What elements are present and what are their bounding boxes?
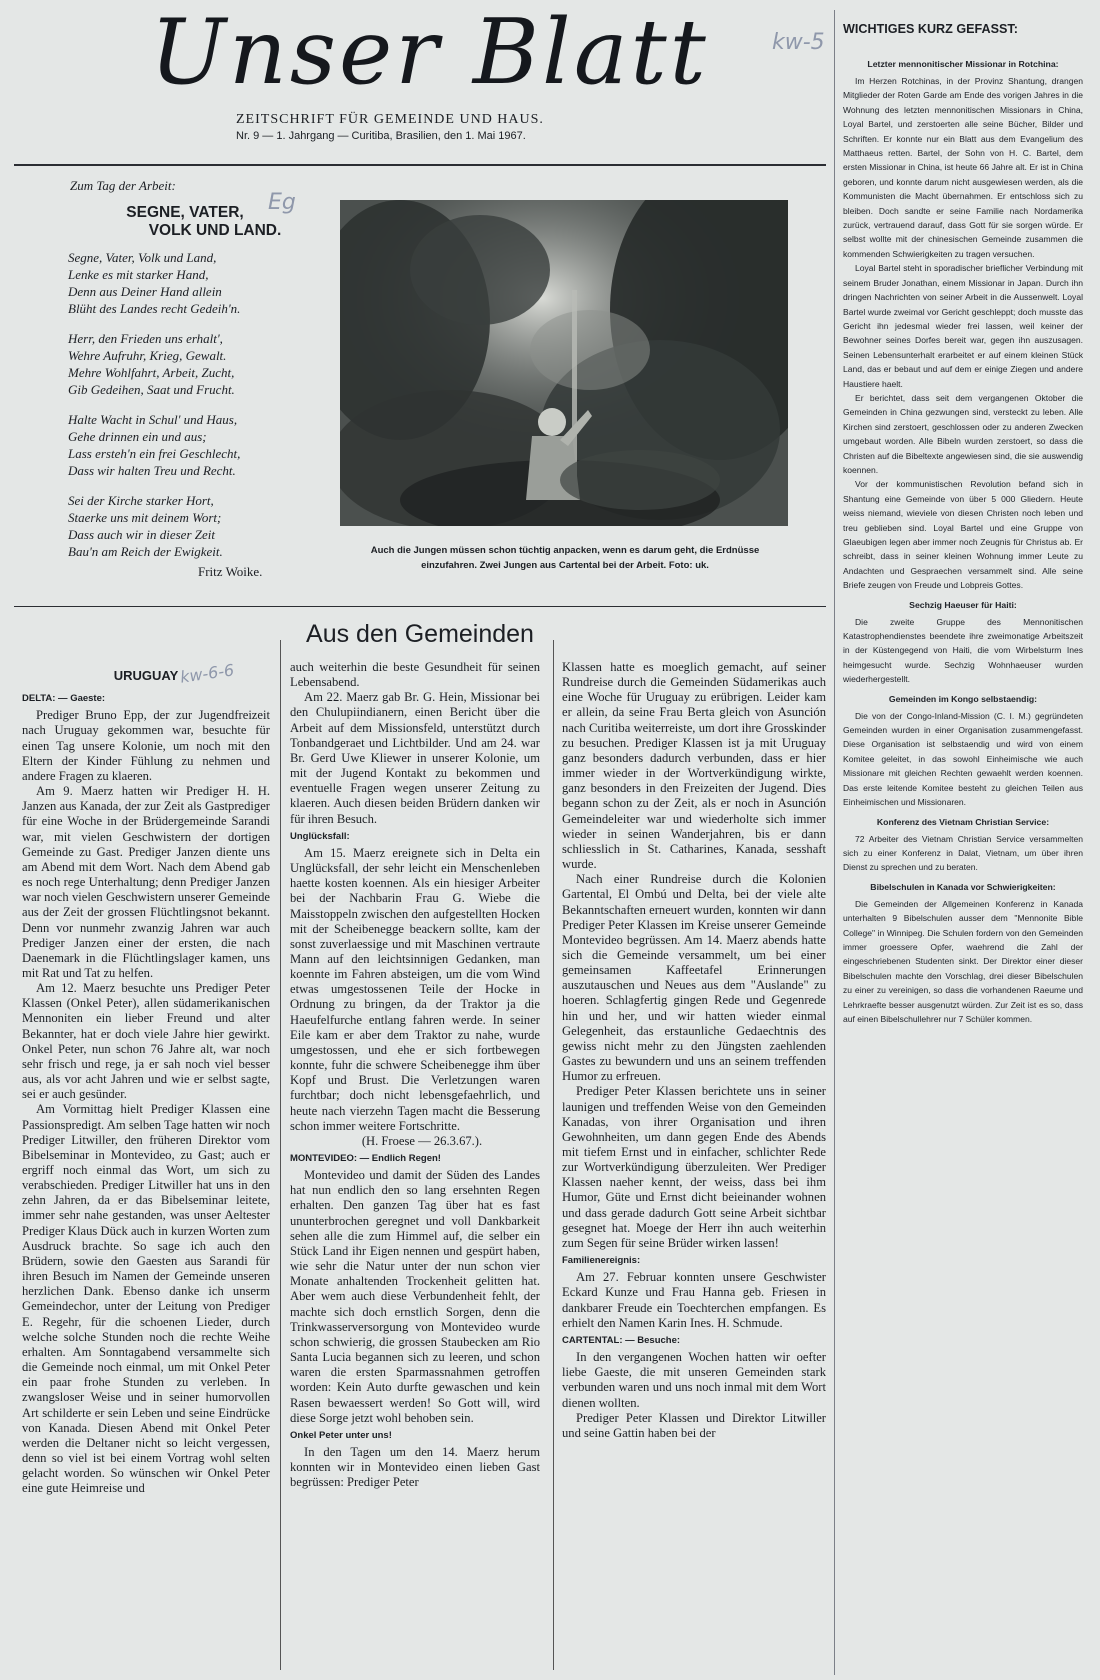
poem-line: Gib Gedeihen, Saat und Frucht. [68,382,235,397]
handwritten-archive-mark-3: kw-6-6 [178,660,236,687]
sidebar-paragraph: 72 Arbeiter des Vietnam Christian Service versammelten sich zu einer Konferenz in Dalat, Vietnam, um über ihren Dienst zu sprechen und zu beraten. [843,833,1083,873]
poem-line: Dass auch wir in dieser Zeit [68,527,215,542]
poem-title [60,204,310,240]
photo-image [340,200,788,526]
article-paragraph: Prediger Peter Klassen berichtete uns in seiner launigen und treffenden Weise von den Gemeinden Kanadas, von ihrer Organisation und ihren Gewohnheiten, um dann gegen Ende des Abends mit tiefem Ernst und in einfacher, schlichter Rede zur Wortverkündigung überzuleiten. Wer Prediger Klassen naeher kennt, der weiss, dass bei ihm Humor, Güte und Ernst dicht beieinander wohnen und dass gerade dadurch Gott seine Arbeit sichtbar gesegnet hat. Moege der Herr ihn auch weiterhin zum Segen für seine Brüder wirken lassen! [562,1084,826,1250]
poem-stanza [68,330,308,398]
photo-caption: Auch die Jungen müssen schon tüchtig anpacken, wenn es darum geht, die Erdnüsse einzufahren. Zwei Jungen aus Cartental bei der Arbeit. Foto: uk. [370,545,760,571]
sidebar-heading: Sechzig Haeuser für Haiti: [909,599,1017,610]
sidebar-title: WICHTIGES KURZ GEFASST: [843,22,1018,36]
sidebar-paragraph: Vor der kommunistischen Revolution befand sich in Shantung eine Gemeinde von über 5 000 Gliedern. Heute weiss niemand, wieviele von diesen Christen noch leben und treu geblieben sind. Loyal Bartel und eine Gruppe von Glaeubigen legen aber immer noch Zeugnis für Christus ab. Er schreibt, dass in seiner kleinen Wohnung immer Leute zu Andachten und Gespraechen versammelt sind. Alle seine Briefe zeugen von Freude und Lobpreis Gottes. [843,479,1083,591]
article-paragraph: In den Tagen um den 14. Maerz herum konnten wir in Montevideo einen lieben Gast begrüssen: Prediger Peter [290,1444,540,1490]
article-paragraph: In den vergangenen Wochen hatten wir oefter liebe Gaeste, die mit unseren Gemeinden stark verbunden waren und uns noch inmal mit dem Wort dienen wollten. [562,1350,826,1410]
subhead-family: Familienereignis: [562,1255,641,1267]
column-1 [22,662,270,1496]
subhead-accident: Unglücksfall: [290,830,350,842]
section-rule [14,606,826,607]
sidebar-heading: Konferenz des Vietnam Christian Service: [876,816,1050,827]
poem-stanza [68,249,308,317]
article-paragraph: Am 12. Maerz besuchte uns Prediger Peter Klassen (Onkel Peter), allen südamerikanischen Mennoniten ein lieber Freund und alter Bekannter, hat er doch viele Jahre hier gewirkt. Onkel Peter, nun schon 76 Jahre alt, war noch sehr frisch und rege, ja er sah noch viel besser aus, als vor acht Jahren und wie er selbst sagte, sei er auch gesünder. [22,981,270,1102]
sidebar-paragraph: Die zweite Gruppe des Mennonitischen Katastrophendienstes beendete ihre zweimonatige Arbeitszeit in der Küstengegend von Haiti, die vom Wirbelsturm Ines heimgesucht wurde. Sechzig Wohnhaeuser wurden wiederhergestellt. [843,616,1083,685]
poem-author: Fritz Woike. [198,564,263,579]
sidebar-heading: Gemeinden im Kongo selbstaendig: [888,693,1038,704]
sidebar-heading: Letzter mennonitischer Missionar in Rotchina: [867,59,1059,69]
column-divider [553,640,554,1670]
poem-line: Herr, den Frieden uns erhalt', [68,331,223,346]
article-paragraph: Nach einer Rundreise durch die Kolonien Gartental, El Ombú und Delta, bei der viele alte Bekanntschaften erneuert wurden, konnten wir dann Prediger Peter Klassen im Kreise unserer Gemeinde Montevideo begrüssen. Am 14. Maerz abends hatte sich die Gemeinde versammelt, um bei einer gemeinsamen Kaffeetafel Erinnerungen auszutauschen und Neues aus dem "Auslande" zu hoeren. Schlagfertig gingen Rede und Gegenrede hin und her, und wir hatten wieder einmal Gelegenheit, das erstaunliche Gedaechtnis des gewiss nicht mehr zu den Jüngsten zaehlenden Gastes zu bewundern und uns an seinem treffenden Humor zu erfreuen. [562,872,826,1084]
poem-stanza [68,492,308,560]
article-paragraph: Am Vormittag hielt Prediger Klassen eine Passionspredigt. Am selben Tage hatten wir noch Prediger Litwiller, den früheren Direktor vom Bibelseminar in Montevideo, zu Gast; auch er ergriff noch einmal das Wort, um sich zu verabschieden. Prediger Litwiller hat uns in den zehn Jahren, da er das Bibelseminar leitete, immer sehr nahe gestanden, was unser Aeltester Prediger Klaus Dück auch in kurzen Worten zum Ausdruck brachte. So sage ich auch den Brüdern, sowie den Gaesten aus Sarandi für ihren Besuch im Namen der Gemeinde unseren herzlichen Dank. Ebenso danke ich unserm Gemeindechor, unter der Leitung von Prediger E. Regehr, für die schoenen Lieder, durch welche solche Stunden noch die rechte Weihe erhalten. Am Sonntagabend versammelte sich die Gemeinde noch einmal, um mit Onkel Peter ein paar frohe Stunden zu verleben. In zwangsloser Weise und in seiner humorvollen Art schilderte er sein Leben und seine Eindrücke von Kanada. Diesen Abend mit Onkel Peter werden die Deltaner nicht so leicht vergessen, denn so viel ist bei einem Vortrag wohl selten gelacht worden. So wünschen wir Onkel Peter eine gute Heimreise und [22,1102,270,1496]
photo-boys-harvest [340,200,788,526]
poem-line: Halte Wacht in Schul' und Haus, [68,412,238,427]
article-paragraph: Am 9. Maerz hatten wir Prediger H. H. Janzen aus Kanada, der zur Zeit als Gastprediger für eine Woche in der Brüdergemeinde Sarandi war, mit vielen Geschwistern der dortigen Gemeinde zu Gast. Prediger Janzen diente uns am Abend mit dem Wort. Nach dem Abend gab es noch rege Unterhaltung; denn Prediger Janzen war noch vielen Geschwistern unserer Gemeinde aus der Zeit der grossen Flüchtlingsnot bekannt. Denn vor nunmehr zwanzig Jahren war auch Prediger Janzen einer der ersten, die nach Daenemark in die Flüchtlingslager kamen, uns mit Rat und Tat zu helfen. [22,784,270,980]
poem-line: Lenke es mit starker Hand, [68,267,209,282]
poem-line: Denn aus Deiner Hand allein [68,284,222,299]
article-paragraph: Montevideo und damit der Süden des Landes hat nun endlich den so lang ersehnten Regen erhalten. Den ganzen Tag über hat es fast ununterbrochen geregnet und voll Dankbarkeit sehen alle die zum Himmel auf, die selber ein Stück Land ihr Eigen nennen und gespürt haben, wie sehr die Natur unter der nun schon vier Monate anhaltenden Trockenheit gelitten hat. Aber wem auch diese Verbundenheit fehlt, der machte sich doch ernstlich Sorgen, denn die Trinkwasserversorgung von Montevideo wurde schon schwierig, die grossen Staubecken am Rio Santa Lucia begannen sich zu leeren, und schon waren die ersten Sparmassnahmen getroffen worden: Kein Auto durfte gewaschen und kein Rasen bewaessert werden! So Gott will, wird diese Sorge jetzt wohl behoben sein. [290,1168,540,1425]
column-divider [280,640,281,1670]
handwritten-archive-mark: kw-5 [772,30,825,55]
column-2 [290,660,540,1490]
country-heading: URUGUAY [113,668,179,683]
poem-title-line-1: SEGNE, VATER, [126,204,244,221]
handwritten-archive-mark-2: Eg [268,190,296,215]
column-3 [562,660,826,1441]
article-paragraph: Am 22. Maerz gab Br. G. Hein, Missionar bei den Chulupiindianern, einen Bericht über die Arbeit auf dem Missionsfeld, unterstützt durch Tonbandgeraet und Lichtbilder. Und am 24. war Br. Gerd Uwe Kliewer in unserer Kolonie, um mit der Jugend Kontakt zu bekommen und eventuelle Fragen wegen unserer Zeitung zu klaeren. Auch diesen beiden Brüdern danken wir für ihren Besuch. [290,690,540,826]
section-title: Aus den Gemeinden [306,620,534,648]
article-paragraph: auch weiterhin die beste Gesundheit für seinen Lebensabend. [290,660,540,690]
subhead-delta: DELTA: — Gaeste: [22,693,106,705]
article-paragraph: Prediger Peter Klassen und Direktor Litwiller und seine Gattin haben bei der [562,1410,826,1440]
masthead-title: Unser Blatt [150,0,709,105]
poem-line: Mehre Wohlfahrt, Arbeit, Zucht, [68,365,235,380]
poem-line: Gehe drinnen ein und aus; [68,429,207,444]
sidebar-divider [834,10,835,1675]
sidebar-news [843,52,1083,1026]
poem-intro: Zum Tag der Arbeit: [70,178,176,193]
sidebar-paragraph: Loyal Bartel steht in sporadischer brieflicher Verbindung mit seinem Bruder Jonathan, einem Missionar in Japan. Durch ihn dringen Nachrichten von seiner Arbeit in die Aussenwelt. Loyal Bartel wurde zweimal vor Gericht geschleppt; doch musste das Gericht ihn jedesmal wieder frei lassen, weil keiner der Bewohner seines Dorfes bereit war, gegen ihn auszusagen. Seinen Lebensunterhalt erarbeitet er auf einem kleinen Stück Land, das er bebaut und auf dem er einige Ziegen und andere Haustiere haelt. [843,263,1083,389]
poem-line: Segne, Vater, Volk und Land, [68,250,217,265]
sidebar-paragraph: Er berichtet, dass seit dem vergangenen Oktober die Gemeinden in China gezwungen sind, versteckt zu leben. Alle Kirchen sind zerstoert, geschlossen oder zu anderen Zwecken umgebaut worden. Alle Bibeln wurden zerstoert, so dass die Christen auf die Bibeltexte angewiesen sind, die sie auswendig koennen. [843,392,1083,475]
article-paragraph: Klassen hatte es moeglich gemacht, auf seiner Rundreise durch die Gemeinden Südamerikas auch eine Woche für Uruguay zu erübrigen. Leider kam er allein, da seine Frau Berta gleich von Asunción nach Curitiba weiterreiste, um dort ihre Grosskinder zu besuchen. Prediger Klassen ist ja mit Uruguay ganz besonders dadurch verbunden, dass er hier immer wieder in der Wortverkündigung wirkte, ganz besonders in den Freizeiten der Jugend. Dies begann schon zu der Zeit, als er noch in Asunción Gemeindeleiter war und wiederholte sich immer wieder in seinen Wanderjahren, bis er dann schliesslich in St. Catharines, Kanada, sesshaft wurde. [562,660,826,872]
poem-title-line-2: VOLK UND LAND. [148,222,282,239]
issue-line: Nr. 9 — 1. Jahrgang — Curitiba, Brasilien, den 1. Mai 1967. [236,130,526,142]
sidebar-paragraph: Die von der Congo-Inland-Mission (C. I. M.) gegründeten Gemeinden wurden in einer Organisation zusammengefasst. Diese Organisation ist selbstaendig und wird von einem Komitee geleitet, in das sowohl Einheimische wie auch Missionare mit gleichen Rechten gewaehlt werden koennen. Das erste leitende Komitee besteht zu gleichen Teilen aus Einheimischen und Missionaren. [843,710,1083,808]
sidebar-paragraph: Die Gemeinden der Allgemeinen Konferenz in Kanada unterhalten 9 Bibelschulen ausser dem "Mennonite Bible College" in Winnipeg. Die Schulen fordern von den Gemeinden immer groessere Opfer, waehrend die Zahl der eingeschriebenen Studenten sinkt. Der Direktor einer dieser Bibelschulen machte den Vorschlag, drei dieser Bibelschulen zu einer zu vereinigen, so dass die vorhandenen Raeume und Lehrkraefte besser ausgenutzt würden. Zur Zeit ist es so, dass auf einen Bibelschullehrer nur 7 Schüler kommen. [843,898,1083,1024]
signature: (H. Froese — 26.3.67.). [361,1133,483,1148]
poem-line: Staerke uns mit deinem Wort; [68,510,222,525]
subhead-cartental: CARTENTAL: — Besuche: [562,1334,681,1346]
poem-line: Sei der Kirche starker Hort, [68,493,214,508]
poem-stanza [68,411,308,479]
article-paragraph: Am 27. Februar konnten unsere Geschwister Eckard Kunze und Frau Hanna geb. Friesen in dankbarer Freude ein Toechterchen empfangen. Es erhielt den Namen Karin Ines. H. Schmude. [562,1270,826,1330]
subhead-montevideo: MONTEVIDEO: — Endlich Regen! [290,1153,441,1164]
sidebar-heading: Bibelschulen in Kanada vor Schwierigkeiten: [870,881,1056,892]
sidebar-paragraph: Im Herzen Rotchinas, in der Provinz Shantung, drangen Mitglieder der Roten Garde am Ende des vorigen Jahres in die Wohnung des letzten mennonitischen Missionars in China, Loyal Bartel, und zerstoerten alle seine Bücher, Bilder und Schriften. Er konnte nur ein Blatt aus dem Evangelium des Matthaeus retten. Bartel, der Sohn von H. C. Bartel, dem ersten Missionar in China, ist heute 66 Jahre alt. Er ist in China geboren, und konnte darum nicht ausgewiesen werden, als die Kommunisten die Macht übernahmen. Er entschloss sich zu bleiben. Doch sandte er seine Familie nach Nordamerika zurück, vertrauend darauf, dass Gott für sie sorgen würde. Er selbst wollte mit der chinesischen Gemeinde zusammen die kommenden Schwierigkeiten zu tragen versuchen. [843,76,1083,259]
poem-body [68,249,308,573]
masthead-rule [14,164,826,166]
poem-line: Bau'n am Reich der Ewigkeit. [68,544,223,559]
poem-line: Lass ersteh'n ein frei Geschlecht, [68,446,241,461]
poem-line: Blüht des Landes recht Gedeih'n. [68,301,241,316]
subhead-onkel-peter: Onkel Peter unter uns! [290,1429,392,1441]
article-paragraph: Prediger Bruno Epp, der zur Jugendfreizeit nach Uruguay gekommen war, besuchte für einen Tag unsere Kolonie, um noch mit den Eltern der Kinder Fühlung zu nehmen und andere Fragen zu klaeren. [22,708,270,783]
article-paragraph: Am 15. Maerz ereignete sich in Delta ein Unglücksfall, der sehr leicht ein Menschenleben haette kosten koennen. Als ein hiesiger Arbeiter bei der Nachbarin Frau G. Wiebe die Maisstoppeln zwischen den aufgestellten Hocken mit der Scheibenegge beackern sollte, kam der sonst zuverlaessige und mit Maschinen vertraute Mann auf den leichtsinnigen Gedanken, man koennte im Fahren absteigen, um die vom Wind etwas umgestossenen Teile der Hocke in Ordnung zu bringen, da der Traktor ja die Haeufelfurche entlang fahren werde. In seiner Eile kam er aber dem Traktor zu nahe, wurde umgestossen, und ehe er sich fortbewegen konnte, fuhr die schwere Scheibenegge ihm über Kopf und Brust. Die Verletzungen waren furchtbar; doch nicht lebensgefaehrlich, und heute nach vierzehn Tagen macht die Besserung schon immer weitere Fortschritte. [290,845,540,1133]
masthead-subtitle: ZEITSCHRIFT FÜR GEMEINDE UND HAUS. [236,112,544,127]
poem-line: Wehre Aufruhr, Krieg, Gewalt. [68,348,227,363]
poem-line: Dass wir halten Treu und Recht. [68,463,236,478]
